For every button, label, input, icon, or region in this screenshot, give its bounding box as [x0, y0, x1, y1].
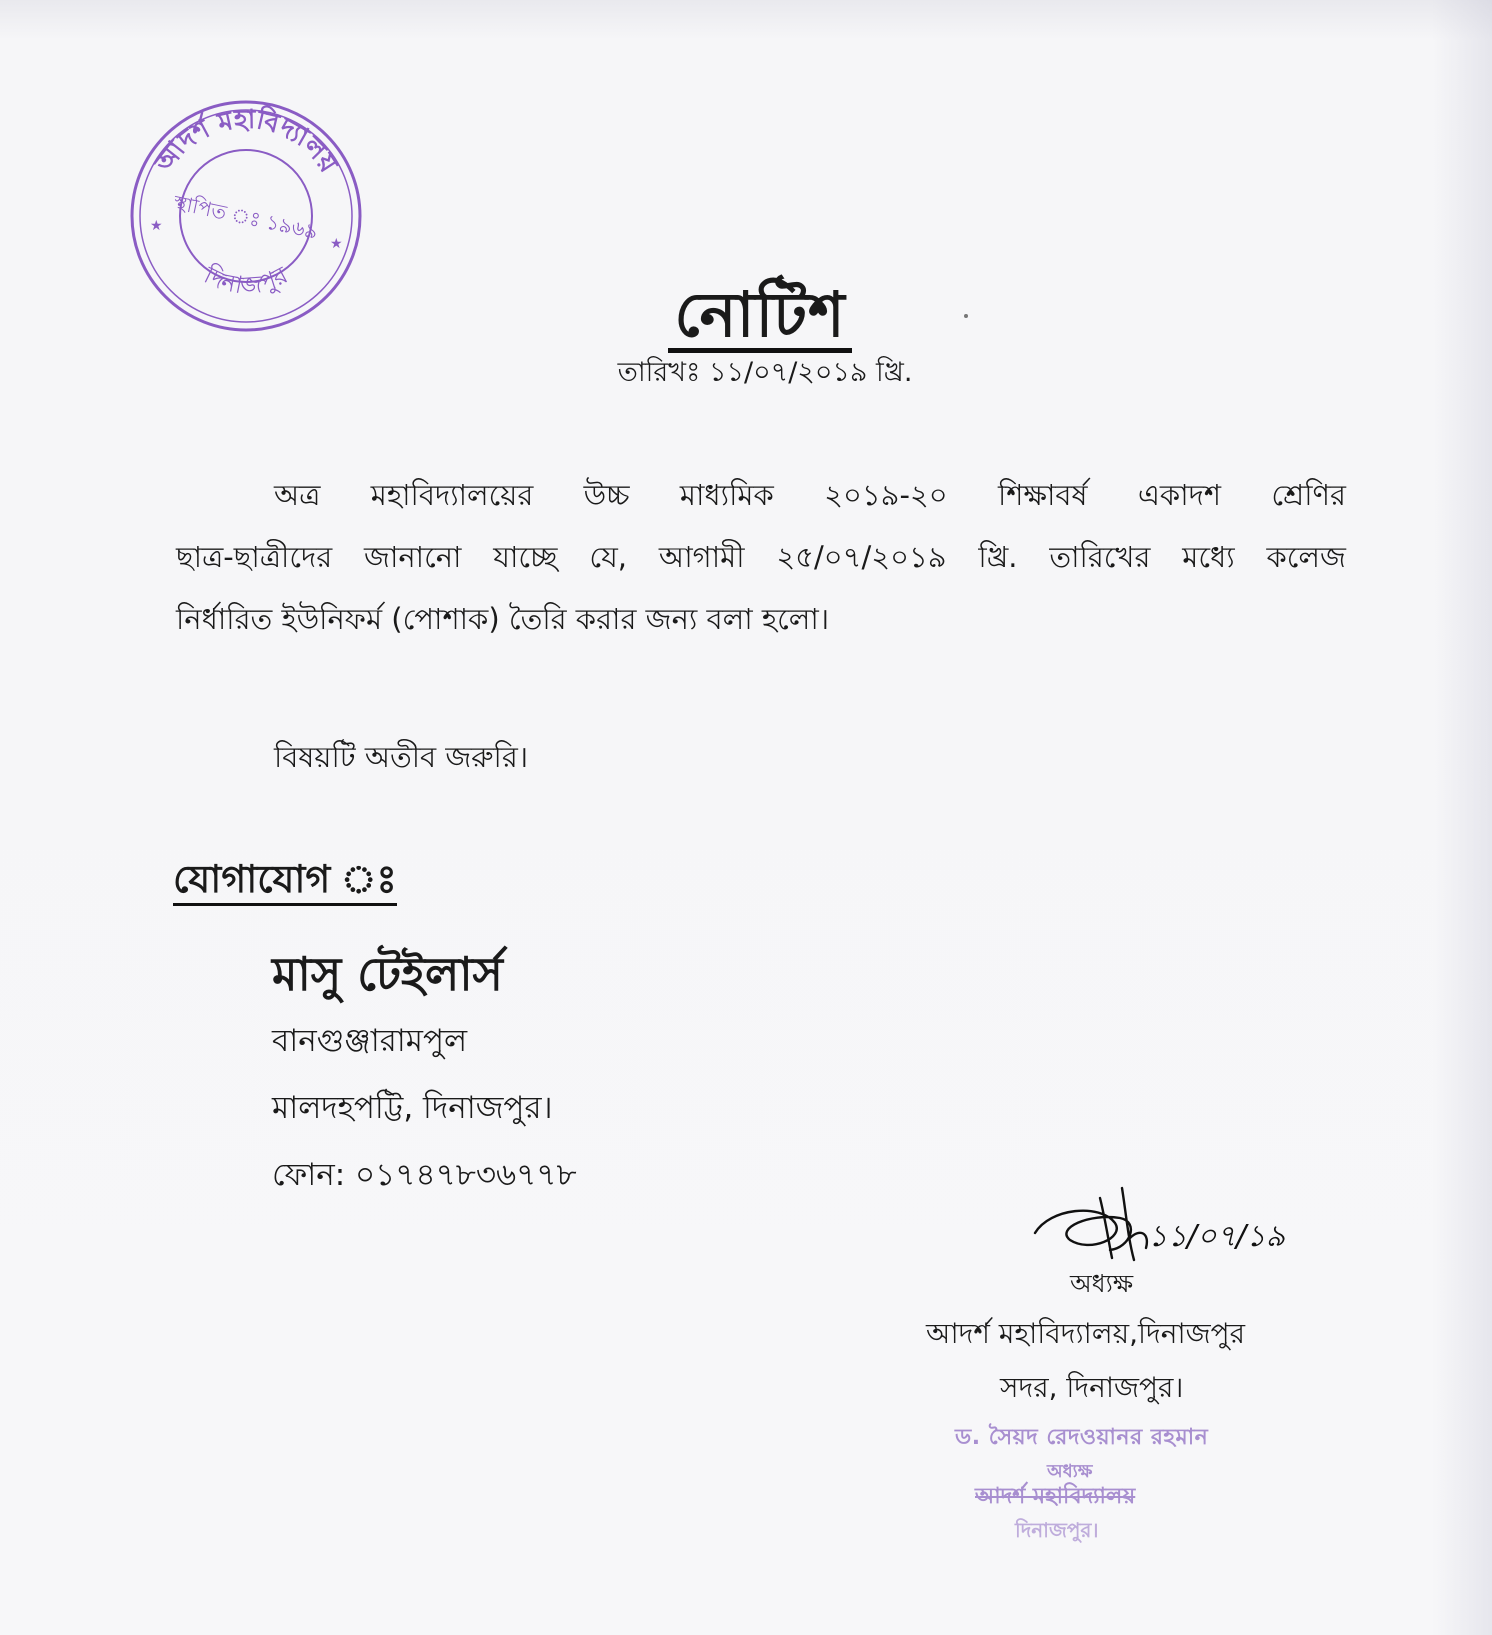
urgent-note: বিষয়টি অতীব জরুরি।: [274, 740, 529, 774]
tailor-name: মাসু টেইলার্স: [272, 947, 503, 1001]
seal-bottom-text: দিনাজপুর: [199, 260, 293, 300]
principal-name-stamp: [955, 1420, 1255, 1549]
svg-text:আদর্শ মহাবিদ্যালয়: [149, 103, 344, 179]
stamp-college: আদর্শ মহাবিদ্যালয়: [975, 1484, 1136, 1509]
notice-body-line-3: নির্ধারিত ইউনিফর্ম (পোশাক) তৈরি করার জন্য বলা হলো।: [176, 602, 830, 636]
stamp-name: ড. সৈয়দ রেদওয়ানর রহমান: [955, 1425, 1209, 1450]
tailor-address-line-1: বানগুঞ্জারামপুল: [272, 1023, 468, 1059]
notice-body-line-1: অত্র মহাবিদ্যালয়ের উচ্চ মাধ্যমিক ২০১৯-২০ শিক্ষাবর্ষ একাদশ শ্রেণির: [274, 478, 1346, 512]
seal-star-right-icon: ★: [330, 236, 343, 252]
paper-speck: [964, 314, 968, 318]
notice-body-line-2: ছাত্র-ছাত্রীদের জানানো যাচ্ছে যে, আগামী ২৫/০৭/২০১৯ খ্রি. তারিখের মধ্যে কলেজ: [176, 540, 1346, 574]
stamp-location: দিনাজপুর।: [1015, 1518, 1099, 1542]
notice-body: [176, 464, 1346, 650]
signature-scribble: [1030, 1178, 1290, 1278]
notice-title-text: নোটিশ: [668, 284, 851, 353]
tailor-address-line-2: মালদহপট্টি, দিনাজপুর।: [272, 1090, 553, 1126]
signature-date: ১১/০৭/১৯: [1148, 1219, 1286, 1254]
seal-outer-text: আদর্শ মহাবিদ্যালয়: [149, 104, 344, 179]
college-name: আদর্শ মহাবিদ্যালয়,দিনাজপুর: [926, 1317, 1246, 1350]
seal-inner-text: স্থাপিত ঃ ১৯৬৯: [171, 190, 320, 244]
principal-signature: [1030, 1178, 1290, 1278]
contact-heading-text: যোগাযোগ ঃ: [173, 857, 397, 906]
stamp-designation: অধ্যক্ষ: [1047, 1461, 1093, 1482]
contact-heading: [173, 850, 397, 914]
principal-designation: অধ্যক্ষ: [1070, 1269, 1134, 1298]
college-location: সদর, দিনাজপুর।: [1000, 1371, 1184, 1404]
notice-date: তারিখঃ ১১/০৭/২০১৯ খ্রি.: [617, 357, 913, 388]
tailor-phone: ফোন: ০১৭৪৭৮৩৬৭৭৮: [272, 1157, 577, 1193]
notice-title: [0, 278, 1492, 353]
seal-star-left-icon: ★: [150, 218, 163, 234]
